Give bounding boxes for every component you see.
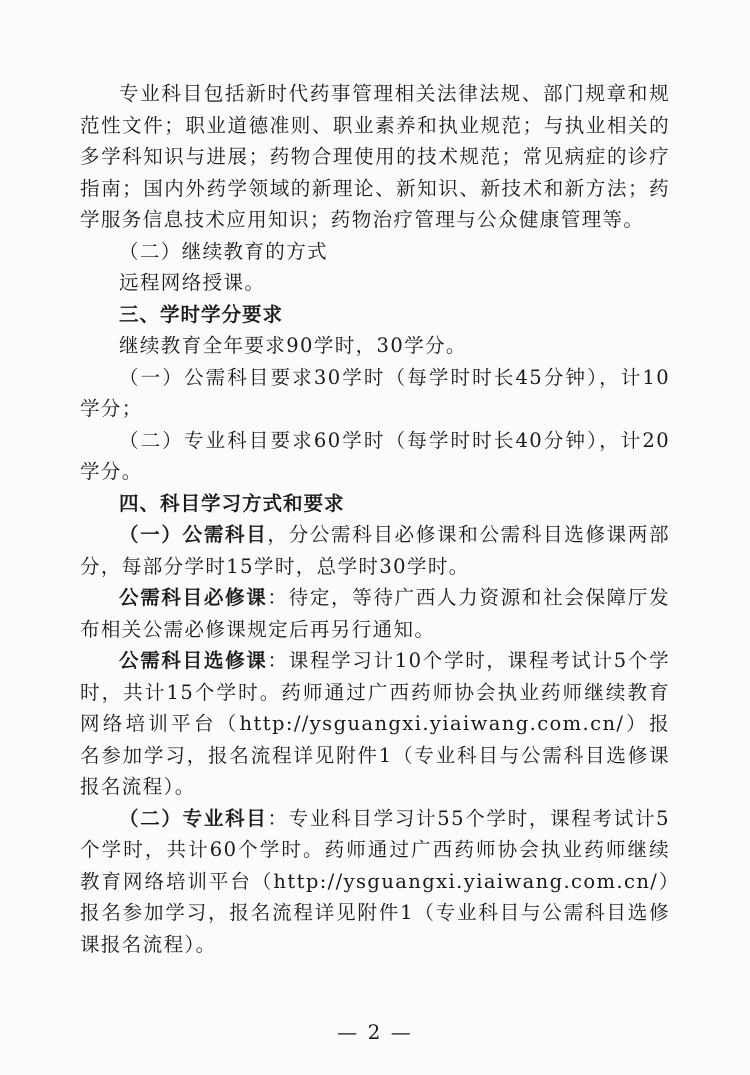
document-body: [80, 78, 670, 960]
paragraph-required-courses: [80, 582, 670, 645]
text-elective-courses: ：课程学习计10个学时，课程考试计5个学时，共计15个学时。药师通过广西药师协会执业药师继续教育网络培训平台（http://ysguangxi.yiaiwang.com.cn/）报名参加学习，报名流程详见附件1（专业科目与公需科目选修课报名流程）。: [80, 649, 670, 798]
heading-credit-requirements: 三、学时学分要求: [119, 302, 284, 326]
label-elective-courses: 公需科目选修课: [119, 649, 268, 672]
paragraph-public-subjects: [80, 519, 670, 582]
label-public-subjects: （一）公需科目: [119, 523, 268, 546]
paragraph-remote-teaching: 远程网络授课。: [119, 271, 266, 294]
text-required-courses: ：待定，等待广西人力资源和社会保障厅发布相关公需必修课规定后再另行通知。: [80, 586, 670, 641]
paragraph-professional-requirement: （二）专业科目要求60学时（每学时时长40分钟），计20学分。: [80, 428, 670, 483]
paragraph-public-requirement: （一）公需科目要求30学时（每学时时长45分钟），计10学分；: [80, 365, 670, 420]
paragraph-elective-courses: [80, 645, 670, 803]
text-public-subjects: ，分公需科目必修课和公需科目选修课两部分，每部分学时15学时，总学时30学时。: [80, 523, 670, 578]
paragraph-annual-requirement: 继续教育全年要求90学时，30学分。: [119, 334, 467, 357]
heading-study-methods: 四、科目学习方式和要求: [119, 491, 345, 515]
page-number: — 2 —: [337, 1020, 413, 1044]
label-professional-courses: （二）专业科目: [119, 806, 268, 830]
subheading-education-method: （二）继续教育的方式: [119, 239, 329, 263]
text-professional-courses: ：专业科目学习计55个学时，课程考试计5个学时，共计60个学时。药师通过广西药师协会执业药师继续教育网络培训平台（http://ysguangxi.yiaiwang.com.cn/）报名参加学习，报名流程详见附件1（专业科目与公需科目选修课报名流程）。: [80, 806, 670, 956]
paragraph-professional-subjects: 专业科目包括新时代药事管理相关法律法规、部门规章和规范性文件；职业道德准则、职业素养和执业规范；与执业相关的多学科知识与进展；药物合理使用的技术规范；常见病症的诊疗指南；国内外药学领域的新理论、新知识、新技术和新方法；药学服务信息技术应用知识；药物治疗管理与公众健康管理等。: [80, 82, 670, 231]
paragraph-professional-courses: [80, 803, 670, 961]
label-required-courses: 公需科目必修课: [119, 586, 268, 609]
